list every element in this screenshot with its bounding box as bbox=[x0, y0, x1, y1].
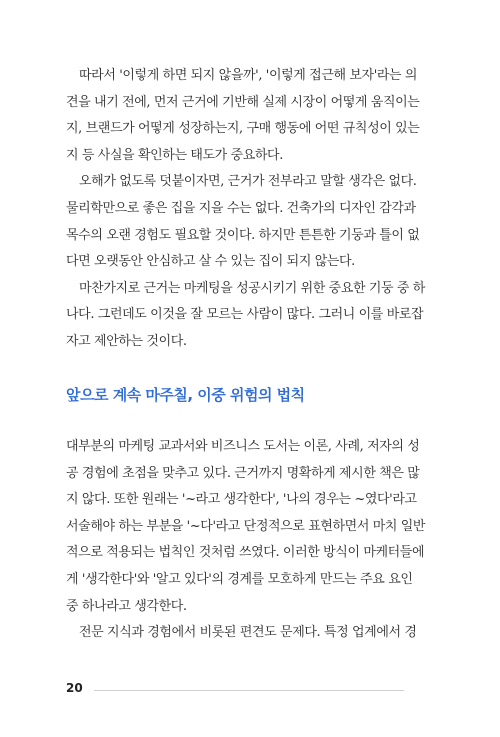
text-line: 적으로 적용되는 법칙인 것처럼 쓰였다. 이러한 방식이 마케터들에 bbox=[66, 545, 425, 561]
page-footer bbox=[66, 680, 404, 700]
text-line: 게 '생각한다'와 '알고 있다'의 경계를 모호하게 만드는 주요 요인 bbox=[66, 571, 413, 587]
text-line: 지 않다. 또한 원래는 '~라고 생각한다', '나의 경우는 ~였다'라고 bbox=[66, 492, 417, 508]
text-line: 다면 오랫동안 안심하고 살 수 있는 집이 되지 않는다. bbox=[66, 254, 355, 270]
text-line: 물리학만으로 좋은 집을 지을 수는 없다. 건축가의 디자인 감각과 bbox=[66, 200, 416, 216]
text-line: 중 하나라고 생각한다. bbox=[66, 598, 187, 614]
text-line: 마찬가지로 근거는 마케팅을 성공시키기 위한 중요한 기둥 중 하 bbox=[79, 280, 425, 296]
page-number: 20 bbox=[66, 681, 83, 695]
body-text-top bbox=[66, 63, 426, 356]
text-line: 서술해야 하는 부분을 '~다'라고 단정적으로 표현하면서 마치 일반 bbox=[66, 518, 426, 534]
text-line: 전문 지식과 경험에서 비롯된 편견도 문제다. 특정 업계에서 경 bbox=[79, 625, 417, 641]
text-line: 목수의 오랜 경험도 필요할 것이다. 하지만 튼튼한 기둥과 틀이 없 bbox=[66, 227, 420, 243]
text-line: 지 등 사실을 확인하는 태도가 중요하다. bbox=[66, 147, 283, 163]
footer-divider bbox=[94, 690, 404, 691]
text-line: 나다. 그런데도 이것을 잘 모르는 사람이 많다. 그러니 이를 바로잡 bbox=[66, 307, 424, 323]
text-line: 따라서 '이렇게 하면 되지 않을까', '이렇게 접근해 보자'라는 의 bbox=[79, 68, 418, 83]
text-line: 오해가 없도록 덧붙이자면, 근거가 전부라고 말할 생각은 없다. bbox=[79, 174, 417, 190]
text-line: 대부분의 마케팅 교과서와 비즈니스 도서는 이론, 사례, 저자의 성 bbox=[66, 439, 420, 454]
text-line: 자고 제안하는 것이다. bbox=[66, 333, 187, 349]
body-text-bottom bbox=[66, 434, 426, 647]
text-line: 지, 브랜드가 어떻게 성장하는지, 구매 행동에 어떤 규칙성이 있는 bbox=[66, 121, 420, 137]
text-line: 견을 내기 전에, 먼저 근거에 기반해 실제 시장이 어떻게 움직이는 bbox=[66, 94, 420, 110]
section-heading: 앞으로 계속 마주칠, 이중 위험의 법칙 bbox=[66, 386, 305, 404]
text-line: 공 경험에 초점을 맞추고 있다. 근거까지 명확하게 제시한 책은 많 bbox=[66, 465, 420, 481]
